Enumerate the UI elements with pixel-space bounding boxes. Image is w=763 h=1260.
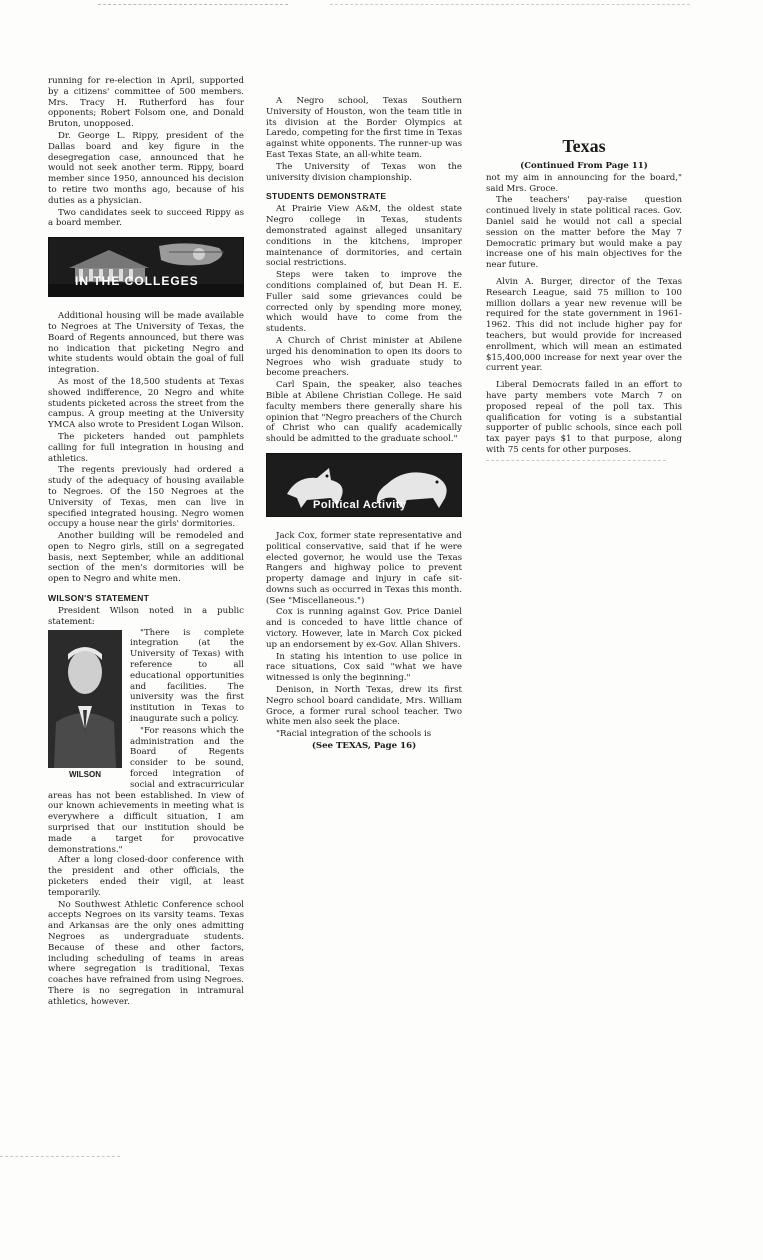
paragraph: The regents previously had ordered a study of the adequacy of housing available to Negroes. Of the 150 Negroes at the University of Texas, men can live in specified integrated housing. Negro women occupy a house near the girls' dormitories. [48, 465, 244, 530]
students-demonstrate-subhead: STUDENTS DEMONSTRATE [266, 191, 387, 202]
wilson-quote-block [48, 628, 244, 856]
paragraph: "Racial integration of the schools is [276, 729, 432, 740]
portrait-illustration [48, 630, 122, 768]
column-2 [266, 96, 462, 752]
section-title: Texas [562, 136, 606, 156]
wilson-statement-subhead: WILSON'S STATEMENT [48, 593, 150, 604]
in-the-colleges-banner [48, 237, 244, 297]
column-3 [486, 136, 682, 461]
in-the-colleges-label: IN THE COLLEGES [75, 274, 199, 289]
paragraph: Liberal Democrats failed in an effort to have party members vote March 7 on proposed repeal of the poll tax. This qualification for voting is a substantial supporter of public schools, since each poll tax payer pays $1 to that purpose, along with 75 cents for other purposes. [486, 380, 682, 455]
paragraph: Dr. George L. Rippy, president of the Dallas board and key figure in the desegregation case, announced that he would not seek another term. Rippy, board member since 1950, announced his decision to retire two months ago, because of his duties as a physician. [48, 130, 244, 206]
portrait-image [48, 630, 122, 768]
photo-caption: WILSON [69, 769, 101, 779]
paragraph: President Wilson noted in a public statement: [48, 606, 244, 627]
paragraph: As most of the 18,500 students at Texas showed indifference, 20 Negro and white students picketed across the street from the campus. A group meeting at the University YMCA also wrote to President Logan Wilson. [48, 376, 244, 431]
paragraph: A Negro school, Texas Southern University of Houston, won the team title in its division at the Border Olympics at Laredo, competing for the first time in Texas against white opponents. The runner-up was East Texas State, an all-white team. [266, 96, 462, 160]
paragraph: No Southwest Athletic Conference school accepts Negroes on its varsity teams. Texas and Arkansas are the only ones admitting Negroes as undergraduate students. Because of these and other factors, including scheduling of teams in areas where segregation is traditional, Texas coaches have refrained from using Negroes. There is no segregation in intramural athletics, however. [48, 899, 244, 1007]
paragraph: At Prairie View A&M, the oldest state Negro college in Texas, students demonstrated against alleged unsanitary conditions in the kitchens, improper maintenance of dormitories, and certain social restrictions. [266, 204, 462, 269]
paragraph: Jack Cox, former state representative and political conservative, said that if he were elected governor, he would use the Texas Rangers and highway police to prevent property damage and injury in cafe sit-downs such as occurred in Texas this month. (See "Miscellaneous.") [266, 530, 462, 606]
jump-line: (See TEXAS, Page 16) [311, 741, 417, 752]
end-rule [486, 460, 666, 461]
paragraph: Another building will be remodeled and open to Negro girls, still on a segregated basis, next September, while an additional section of the men's dormitories will be open to Negro and white men. [48, 531, 244, 585]
paragraph: not my aim in announcing for the board," said Mrs. Groce. [486, 172, 682, 194]
column-1 [48, 76, 244, 1008]
wilson-photo [48, 630, 122, 779]
paragraph: Two candidates seek to succeed Rippy as a board member. [48, 207, 244, 229]
top-rule-right [330, 4, 690, 5]
paragraph: After a long closed-door conference with the president and other officials, the picketers ended their vigil, at least temporarily. [48, 855, 244, 898]
political-activity-label: Political Activity [313, 498, 407, 511]
paragraph: A Church of Christ minister at Abilene urged his denomination to open its doors to Negroes who wish graduate study to become preachers. [266, 335, 462, 379]
paragraph: The University of Texas won the university division championship. [266, 161, 462, 183]
paragraph: running for re-election in April, supported by a citizens' committee of 500 members. Mrs. Tracy H. Rutherford has four opponents; Robert Folsom one, and Donald Bruton, unopposed. [48, 76, 244, 130]
political-activity-banner [266, 453, 462, 517]
paragraph: "There is complete integration (at the University of Texas) with reference to all educational opportunities and facilities. The university was the first institution in Texas to inaugurate such a policy. [130, 627, 244, 725]
paragraph: Steps were taken to improve the conditions complained of, but Dean H. E. Fuller said some grievances could be corrected only by spending more money, which would have to come from the students. [266, 270, 462, 335]
paragraph: Additional housing will be made available to Negroes at The University of Texas, the Board of Regents announced, but there was no indication that picketing Negro and white students would obtain the goal of full integration. [48, 311, 244, 376]
paragraph: Denison, in North Texas, drew its first Negro school board candidate, Mrs. William Groce, a former rural school teacher. Two white men also seek the place. [266, 685, 462, 728]
paragraph: Cox is running against Gov. Price Daniel and is conceded to have little chance of victory. However, late in March Cox picked up an endorsement by ex-Gov. Allan Shivers. [266, 607, 462, 650]
continued-line: (Continued From Page 11) [520, 161, 648, 171]
bottom-rule [0, 1156, 120, 1157]
paragraph: The picketers handed out pamphlets calling for full integration in housing and athletics. [48, 431, 244, 464]
paragraph: In stating his intention to use police in race situations, Cox said "what we have witnessed is only the beginning." [266, 651, 462, 684]
paragraph: Carl Spain, the speaker, also teaches Bible at Abilene Christian College. He said faculty members there generally share his opinion that "Negro preachers of the Church of Christ who can qualify academically should be admitted to the graduate school." [266, 380, 463, 445]
paragraph: "For reasons which the administration and the Board of Regents consider to be sound, forced integration of social and extracurricular areas has not been established. In view of our known achievements in meeting what is everywhere a difficult situation, I am surprised that our institution should be made a target for provocative demonstrations." [48, 725, 244, 855]
paragraph: Alvin A. Burger, director of the Texas Research League, said 75 million to 100 million dollars a year new revenue will be required for the state government in 1961-1962. This did not include higher pay for teachers, but would provide for increased enrollment, which will mean an estimated $15,400,000 increase for next year over the current year. [486, 276, 682, 374]
paragraph: The teachers' pay-raise question continued lively in state political races. Gov. Daniel said he would not call a special session on the matter before the May 7 Democratic primary but would make a pay increase one of his main objectives for the near future. [486, 195, 682, 271]
top-rule-left [98, 4, 288, 5]
